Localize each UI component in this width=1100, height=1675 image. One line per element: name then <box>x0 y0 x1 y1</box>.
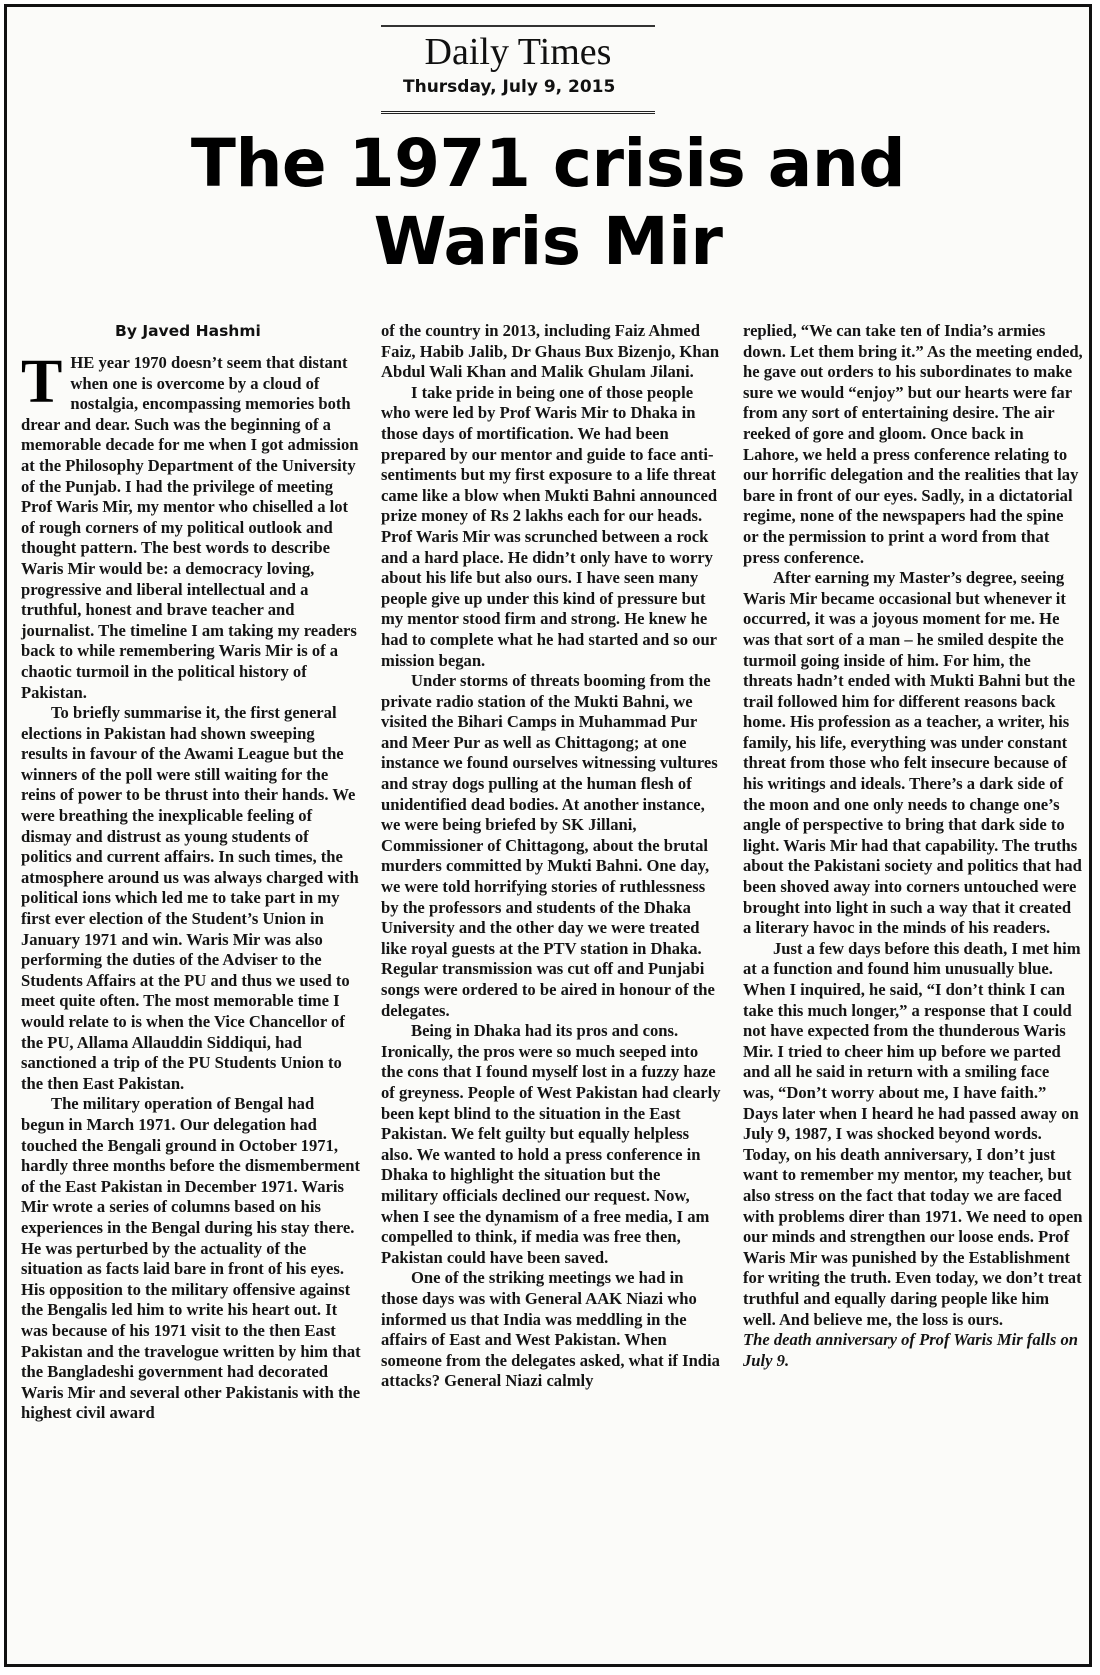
article-headline <box>7 125 1089 281</box>
paragraph-3-continued: of the country in 2013, including Faiz Ahmed Faiz, Habib Jalib, Dr Ghaus Bux Bizenjo, Khan Abdul Wali Khan and Malik Ghulam Jilani. <box>381 321 720 382</box>
paragraph-5: Under storms of threats booming from the private radio station of the Mukti Bahni, we visited the Bihari Camps in Muhammad Pur and Meer Pur as well as Chittagong; at one instance we found ourselves witnessing vultures and stray dogs pulling at the human flesh of unidentified dead bodies. At another instance, we were being briefed by SK Jillani, Commissioner of Chittagong, about the brutal murders committed by Mukti Bahni. One day, we were told horrifying stories of ruthlessness by the professors and students of the Dhaka University and the other day we were treated like royal guests at the PTV station in Dhaka. Regular transmission was cut off and Punjabi songs were ordered to be aired in honour of the delegates. <box>381 671 718 1020</box>
drop-cap: T <box>21 348 63 416</box>
publication-date: Thursday, July 9, 2015 <box>403 77 616 97</box>
paragraph-7-continued: replied, “We can take ten of India’s armies down. Let them bring it.” As the meeting ended, he gave out orders to his subordinates to make sure we would “enjoy” but our hearts were far from any sort of entertaining desire. The air reeked of gore and gloom. Once back in Lahore, we held a press conference relating to our horrific delegation and the realities that lay bare in front of our eyes. Sadly, in a dictatorial regime, none of the newspapers had the spine or the permission to print a word from that press conference. <box>743 321 1083 567</box>
paragraph-8: After earning my Master’s degree, seeing Waris Mir became occasional but whenever it occurred, it was a joyous moment for me. He was that sort of a man – he smiled despite the turmoil going inside of him. For him, the threats hadn’t ended with Mukti Bahni but the trail followed him for different reasons back home. His profession as a teacher, a writer, his family, his life, everything was under constant threat from those who felt insecure because of his writings and ideals. There’s a dark side of the moon and one only needs to change one’s angle of perspective to bring that dark side to light. Waris Mir had that capability. The truths about the Pakistani society and politics that had been shoved away into corners untouched were brought into light in such a way that it created a literary havoc in the minds of his readers. <box>743 568 1082 938</box>
masthead-top-rule <box>381 25 655 27</box>
article-column-2 <box>381 321 721 1392</box>
paragraph-1 <box>21 348 361 703</box>
paragraph-2: To briefly summarise it, the first general elections in Pakistan had shown sweeping results in favour of the Awami League but the winners of the poll were still waiting for the reins of power to be thrust into their hands. We were breathing the inexplicable feeling of dismay and distrust as young students of politics and current affairs. In such times, the atmosphere around us was always charged with political ions which led me to take part in my first ever election of the Student’s Union in January 1971 and win. Waris Mir was also performing the duties of the Adviser to the Students Affairs at the PU and thus we used to meet quite often. The most memorable time I would relate to is when the Vice Chancellor of the PU, Allama Allauddin Siddiqui, had sanctioned a trip of the PU Students Union to the then East Pakistan. <box>21 703 359 1093</box>
masthead <box>381 25 655 114</box>
article-footnote: The death anniversary of Prof Waris Mir falls on July 9. <box>743 1330 1078 1370</box>
paragraph-9: Just a few days before this death, I met him at a function and found him unusually blue. When I inquired, he said, “I don’t think I can take this much longer,” a response that I could not have expected from the thunderous Waris Mir. I tried to cheer him up before we parted and all he said in return with a smiling face was, “Don’t worry about me, I have faith.” Days later when I heard he had passed away on July 9, 1987, I was shocked beyond words. Today, on his death anniversary, I don’t just want to remember my mentor, my teacher, but also stress on the fact that today we are faced with problems direr than 1971. We need to open our minds and strengthen our loose ends. Prof Waris Mir was punished by the Establishment for writing the truth. Even today, we don’t treat truthful and equally daring people like him well. And believe me, the loss is ours. <box>743 938 1083 1329</box>
newspaper-clipping <box>4 4 1092 1667</box>
paragraph-1-text: HE year 1970 doesn’t seem that distant when one is overcome by a cloud of nostalgia, encompassing memories both drear and dear. Such was the beginning of a memorable decade for me when I got admission at the Philosophy Department of the University of the Punjab. I had the privilege of meeting Prof Waris Mir, my mentor who chiselled a lot of rough corners of my political outlook and thought pattern. The best words to describe Waris Mir would be: a democracy loving, progressive and liberal intellectual and a truthful, honest and brave teacher and journalist. The timeline I am taking my readers back to while remembering Waris Mir is of a chaotic turmoil in the political history of Pakistan. <box>21 353 359 702</box>
headline-line-2: Waris Mir <box>373 203 723 280</box>
paragraph-4: I take pride in being one of those people who were led by Prof Waris Mir to Dhaka in those days of mortification. We had been prepared by our mentor and guide to face anti-sentiments but my first exposure to a life threat came like a blow when Mukti Bahni announced prize money of Rs 2 lakhs each for our heads. Prof Waris Mir was scrunched between a rock and a hard place. He didn’t only have to worry about his life but also ours. I have seen many people give up under this kind of pressure but my mentor stood firm and strong. He knew he had to complete what he had started and so our mission began. <box>381 382 718 670</box>
article-column-3 <box>743 321 1083 1371</box>
paragraph-3: The military operation of Bengal had begun in March 1971. Our delegation had touched the Bengali ground in October 1971, hardly three months before the dismemberment of the East Pakistan in December 1971. Waris Mir wrote a series of columns based on his experiences in the Bengal during his stay there. He was perturbed by the actuality of the situation as facts laid bare in front of his eyes. His opposition to the military offensive against the Bengalis led him to write his heart out. It was because of his 1971 visit to the then East Pakistan and the travelogue written by him that the Bangladeshi government had decorated Waris Mir and several other Pakistanis with the highest civil award <box>21 1094 361 1423</box>
paragraph-7: One of the striking meetings we had in those days was with General AAK Niazi who informed us that India was meddling in the affairs of East and West Pakistan. When someone from the delegates asked, what if India attacks? General Niazi calmly <box>381 1268 720 1391</box>
headline-line-1: The 1971 crisis and <box>190 125 906 202</box>
article-column-1 <box>21 321 361 1424</box>
paragraph-6: Being in Dhaka had its pros and cons. Ironically, the pros were so much seeped into the cons that I found myself lost in a fuzzy haze of greyness. People of West Pakistan had clearly been kept blind to the situation in the East Pakistan. We felt guilty but equally helpless also. We wanted to hold a press conference in Dhaka to highlight the situation but the military officials declined our request. Now, when I see the dynamism of a free media, I am compelled to think, if media was free then, Pakistan could have been saved. <box>381 1021 721 1267</box>
newspaper-name: Daily Times <box>424 31 612 73</box>
byline: By Javed Hashmi <box>115 322 261 340</box>
